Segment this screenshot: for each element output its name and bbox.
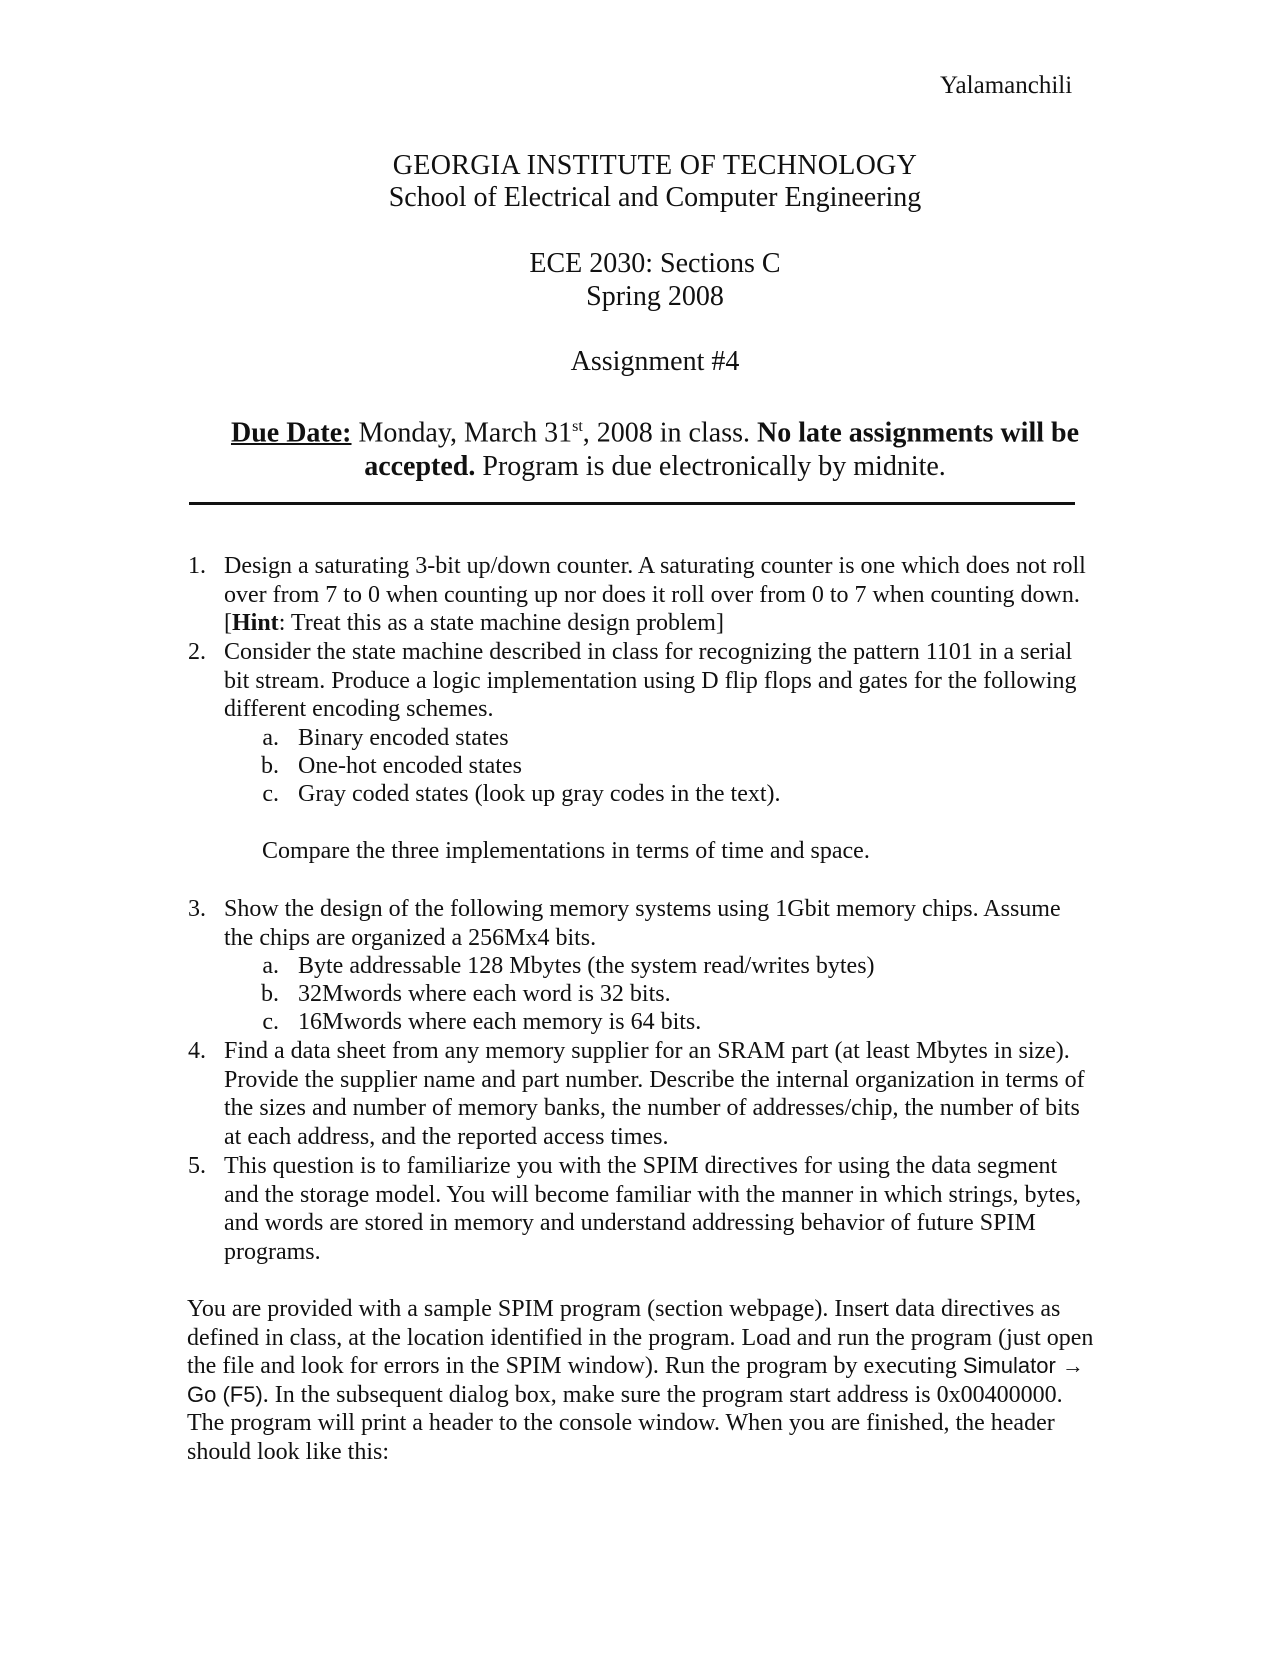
due-date-block	[0, 410, 1280, 484]
sub-item-text: One-hot encoded states	[298, 753, 522, 779]
question-line: the sizes and number of memory banks, the number of addresses/chip, the number of bits	[224, 1095, 1080, 1121]
program-note: Program is due electronically by midnite.	[475, 451, 946, 483]
hint-text: : Treat this as a state machine design problem]	[278, 610, 724, 636]
question-number: 1.	[188, 553, 206, 579]
due-date-label: Due Date:	[230, 417, 352, 449]
school-title: School of Electrical and Computer Engineering	[388, 182, 922, 213]
compare-note: Compare the three implementations in terms of time and space.	[262, 838, 870, 864]
menu-shortcut-text: Go (F5)	[187, 1381, 263, 1407]
sub-item-letter: c.	[262, 1009, 279, 1035]
due-date-post: , 2008 in class.	[582, 417, 757, 449]
question-line: This question is to familiarize you with the SPIM directives for using the data segment	[224, 1153, 1058, 1179]
paragraph-line	[187, 1352, 1147, 1381]
question-line: Consider the state machine described in class for recognizing the pattern 1101 in a serial	[224, 639, 1073, 665]
paragraph-line	[187, 1381, 1147, 1410]
question-number: 2.	[188, 639, 206, 665]
sub-item-letter: a.	[262, 725, 279, 751]
menu-path-text: Simulator →	[962, 1353, 1084, 1378]
paragraph-line: You are provided with a sample SPIM program (section webpage). Insert data directives as	[187, 1296, 1061, 1322]
question-line: Provide the supplier name and part number. Describe the internal organization in terms of	[224, 1066, 1085, 1093]
sub-item-text: Gray coded states (look up gray codes in the text).	[298, 781, 781, 807]
question-4-text	[224, 1037, 1144, 1151]
late-notice-1: No late assignments will be	[757, 417, 1079, 449]
question-line: Design a saturating 3-bit up/down counter. A saturating counter is one which does not roll	[224, 553, 1086, 579]
question-2-text	[224, 638, 1144, 724]
hint-label: Hint	[232, 610, 279, 636]
question-line: programs.	[224, 1238, 321, 1265]
question-line: bit stream. Produce a logic implementation using D flip flops and gates for the following	[224, 667, 1077, 694]
sub-item-letter: b.	[261, 753, 279, 779]
question-line: and words are stored in memory and understand addressing behavior of future SPIM	[224, 1210, 1036, 1236]
sub-item-letter: b.	[261, 981, 279, 1007]
question-line: Find a data sheet from any memory supplier for an SRAM part (at least Mbytes in size).	[224, 1038, 1070, 1064]
question-number: 4.	[188, 1038, 206, 1064]
instructions-paragraph	[187, 1295, 1147, 1466]
paragraph-line: defined in class, at the location identified in the program. Load and run the program (just open	[187, 1324, 1094, 1351]
question-line: different encoding schemes.	[224, 696, 494, 722]
question-3-text	[224, 895, 1144, 952]
question-line: the chips are organized a 256Mx4 bits.	[224, 924, 597, 951]
header-divider	[189, 502, 1075, 505]
hint-line	[224, 609, 1144, 638]
author-name: Yalamanchili	[940, 72, 1073, 99]
paragraph-line: should look like this:	[187, 1438, 390, 1465]
sub-item-letter: a.	[262, 953, 279, 979]
course-title: ECE 2030: Sections C	[529, 248, 781, 279]
institution-title: GEORGIA INSTITUTE OF TECHNOLOGY	[392, 150, 918, 181]
due-line-2	[0, 450, 1280, 484]
sub-item-text: Binary encoded states	[298, 725, 509, 751]
due-date-sup: st	[572, 418, 583, 435]
question-line: at each address, and the reported access times.	[224, 1123, 669, 1150]
sub-item-text: 32Mwords where each word is 32 bits.	[298, 981, 671, 1007]
question-1-text	[224, 552, 1144, 638]
paragraph-text: the file and look for errors in the SPIM window). Run the program by executing	[187, 1353, 963, 1379]
sub-item-text: Byte addressable 128 Mbytes (the system read/writes bytes)	[298, 953, 875, 979]
assignment-title: Assignment #4	[570, 346, 740, 377]
late-notice-2: accepted.	[364, 451, 476, 483]
hint-bracket: [	[224, 610, 232, 636]
term-title: Spring 2008	[586, 281, 724, 312]
paragraph-text: . In the subsequent dialog box, make sure the program start address is 0x00400000.	[262, 1381, 1063, 1408]
question-5-text	[224, 1152, 1144, 1266]
due-date-pre: Monday, March 31	[351, 417, 573, 449]
question-line: over from 7 to 0 when counting up nor does it roll over from 0 to 7 when counting down.	[224, 581, 1080, 608]
sub-item-letter: c.	[262, 781, 279, 807]
question-number: 3.	[188, 896, 206, 922]
due-line-1	[0, 410, 1280, 450]
question-number: 5.	[188, 1153, 206, 1179]
sub-item-text: 16Mwords where each memory is 64 bits.	[298, 1009, 702, 1035]
paragraph-line: The program will print a header to the console window. When you are finished, the header	[187, 1410, 1055, 1436]
question-line: Show the design of the following memory systems using 1Gbit memory chips. Assume	[224, 896, 1061, 922]
question-line: and the storage model. You will become familiar with the manner in which strings, bytes,	[224, 1181, 1082, 1208]
